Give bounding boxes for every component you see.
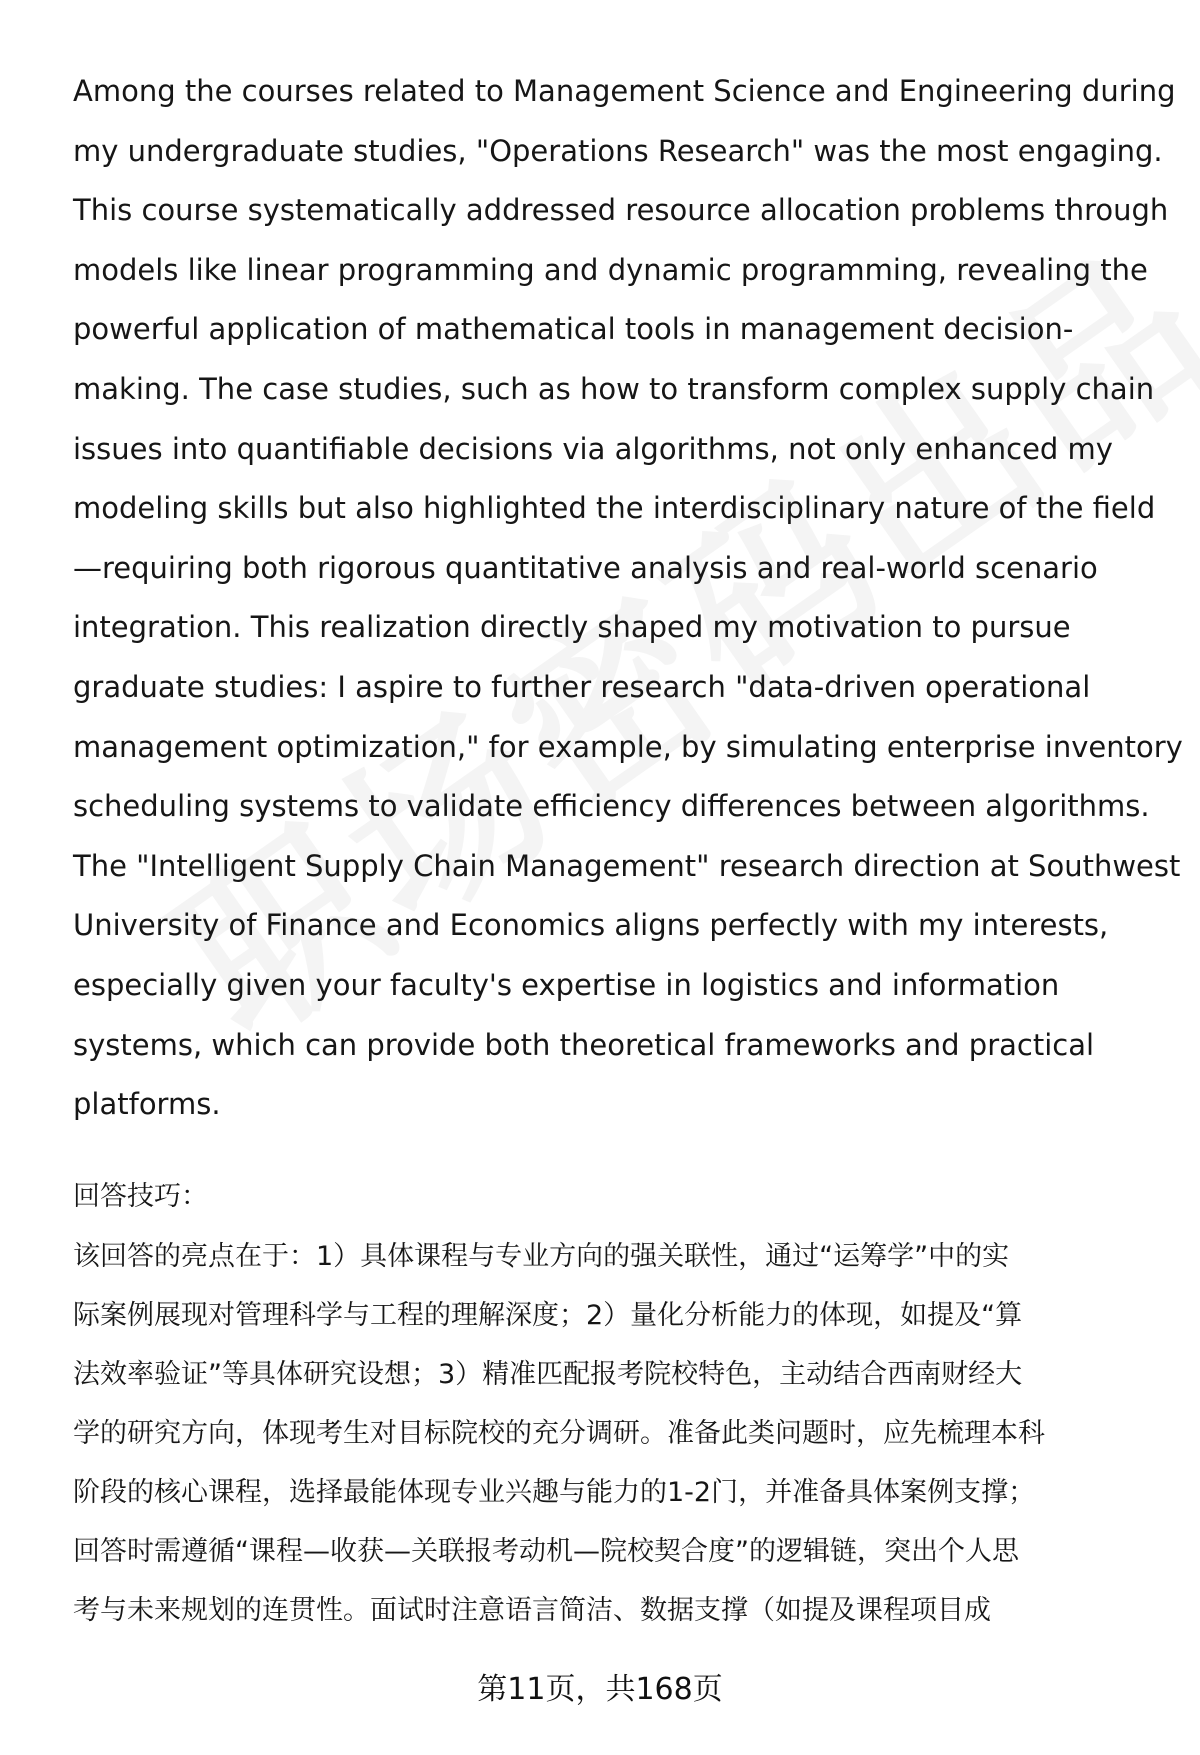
essay-line: making. The case studies, such as how to transform complex supply chain xyxy=(73,371,1155,406)
essay-line: models like linear programming and dynamic programming, revealing the xyxy=(73,252,1148,287)
essay-line: platforms. xyxy=(73,1087,221,1122)
essay-line: This course systematically addressed resource allocation problems through xyxy=(73,193,1169,228)
tips-line: 阶段的核心课程，选择最能体现专业兴趣与能力的1-2门，并准备具体案例支撑； xyxy=(73,1477,1036,1508)
essay-answer xyxy=(73,62,1183,1135)
essay-line: The "Intelligent Supply Chain Management" research direction at Southwest xyxy=(73,848,1181,883)
essay-line: my undergraduate studies, "Operations Research" was the most engaging. xyxy=(73,133,1163,168)
essay-line: modeling skills but also highlighted the interdisciplinary nature of the field xyxy=(73,491,1156,526)
tips-line: 考与未来规划的连贯性。面试时注意语言简洁、数据支撑（如提及课程项目成 xyxy=(73,1595,991,1626)
essay-line: scheduling systems to validate efficiency differences between algorithms. xyxy=(73,789,1150,824)
tips-heading: 回答技巧： xyxy=(73,1181,208,1212)
essay-line: graduate studies: I aspire to further research "data-driven operational xyxy=(73,669,1091,704)
essay-line: issues into quantifiable decisions via algorithms, not only enhanced my xyxy=(73,431,1113,466)
tips-line: 回答时需遵循“课程—收获—关联报考动机—院校契合度”的逻辑链，突出个人思 xyxy=(73,1536,1019,1567)
essay-line: management optimization," for example, by simulating enterprise inventory xyxy=(73,729,1183,764)
essay-line: integration. This realization directly shaped my motivation to pursue xyxy=(73,610,1071,645)
essay-line: Among the courses related to Management Science and Engineering during xyxy=(73,74,1176,108)
essay-line: powerful application of mathematical tools in management decision- xyxy=(73,312,1074,347)
answer-tips-section xyxy=(73,1167,1163,1640)
tips-line: 该回答的亮点在于：1）具体课程与专业方向的强关联性，通过“运筹学”中的实 xyxy=(73,1241,1010,1272)
tips-line: 际案例展现对管理科学与工程的理解深度；2）量化分析能力的体现，如提及“算 xyxy=(73,1300,1023,1331)
essay-line: especially given your faculty's expertise in logistics and information xyxy=(73,967,1060,1002)
page-number: 第11页，共168页 xyxy=(477,1672,723,1707)
essay-line: systems, which can provide both theoretical frameworks and practical xyxy=(73,1027,1095,1062)
tips-line: 法效率验证”等具体研究设想；3）精准匹配报考院校特色，主动结合西南财经大 xyxy=(73,1359,1023,1390)
essay-line: —requiring both rigorous quantitative analysis and real-world scenario xyxy=(73,550,1098,585)
tips-line: 学的研究方向，体现考生对目标院校的充分调研。准备此类问题时，应先梳理本科 xyxy=(73,1418,1045,1449)
essay-line: University of Finance and Economics aligns perfectly with my interests, xyxy=(73,908,1109,943)
